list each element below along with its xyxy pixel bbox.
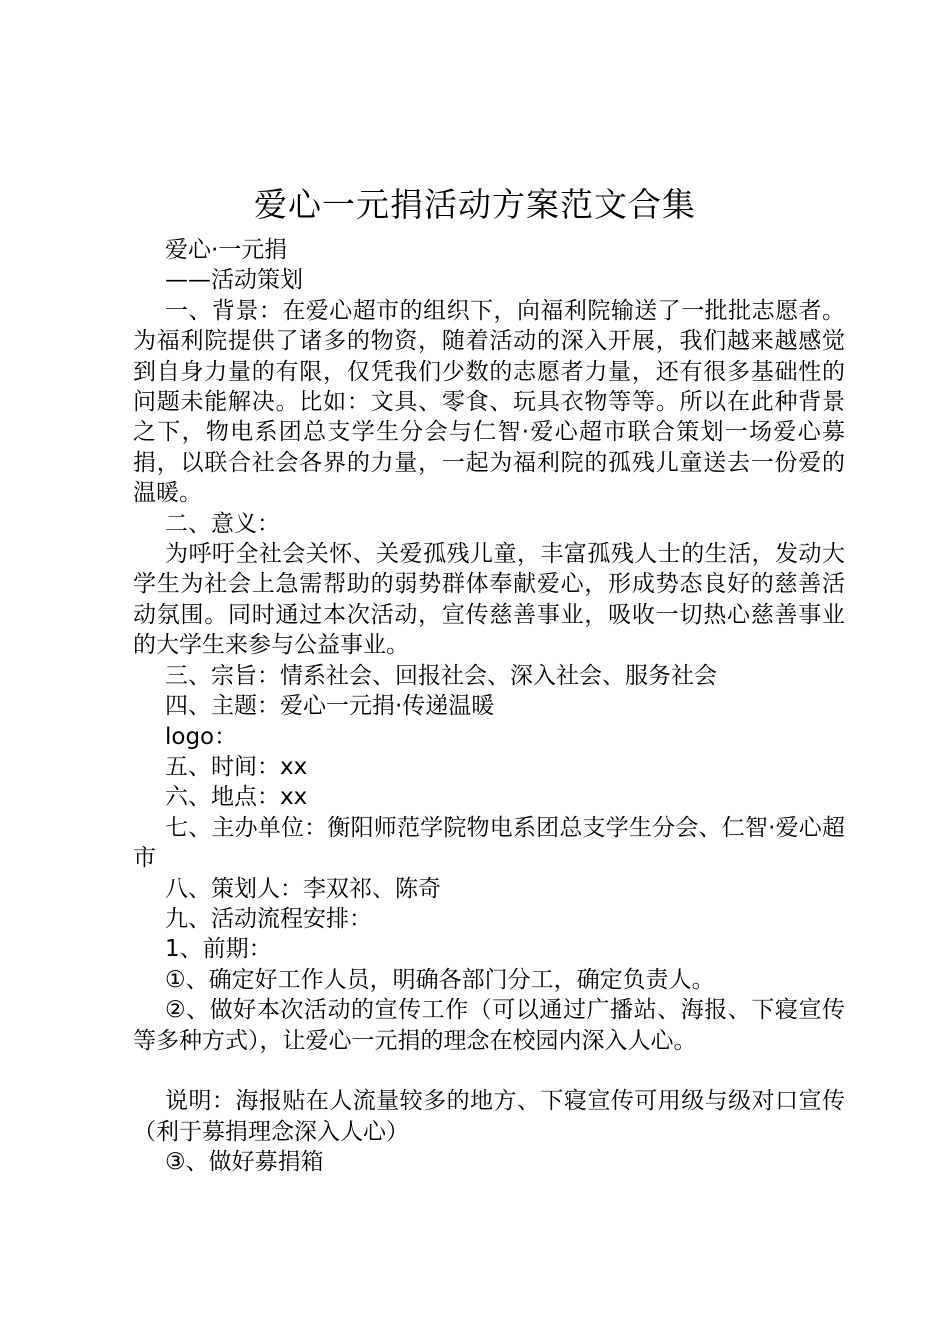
paragraph-step-1: ①、确定好工作人员，明确各部门分工，确定负责人。 bbox=[165, 966, 715, 993]
paragraph-note: 说明：海报贴在人流量较多的地方、下寝宣传可用级与级对口宣传（利于募捐理念深入人心） bbox=[133, 1088, 845, 1145]
paragraph-logo: logo： bbox=[165, 723, 238, 750]
paragraph-step-3: ③、做好募捐箱 bbox=[165, 1149, 324, 1176]
paragraph-significance-heading: 二、意义： bbox=[165, 510, 280, 537]
paragraph-process-heading: 九、活动流程安排： bbox=[165, 905, 372, 932]
paragraph-organizer: 七、主办单位：衡阳师范学院物电系团总支学生分会、仁智·爱心超市 bbox=[133, 814, 845, 872]
paragraph-step-2: ②、做好本次活动的宣传工作（可以通过广播站、海报、下寝宣传等多种方式），让爱心一元捐的理念在校园内深入人心。 bbox=[133, 997, 845, 1054]
paragraph-location: 六、地点：xx bbox=[165, 784, 308, 811]
paragraph-subtitle: 爱心·一元捐 bbox=[165, 237, 288, 263]
paragraph-purpose: 三、宗旨：情系社会、回报社会、深入社会、服务社会 bbox=[165, 662, 717, 689]
paragraph-theme: 四、主题：爱心一元捐·传递温暖 bbox=[165, 693, 495, 720]
document-body bbox=[133, 235, 845, 1178]
paragraph-significance: 为呼吁全社会关怀、关爱孤残儿童，丰富孤残人士的生活，发动大学生为社会上急需帮助的弱势群体奉献爱心，形成势态良好的慈善活动氛围。同时通过本次活动，宣传慈善事业，吸收一切热心慈善事业的大学生来参与公益事业。 bbox=[133, 541, 845, 659]
paragraph-preparation-heading: 1、前期： bbox=[165, 936, 272, 963]
paragraph-planner: 八、策划人：李双祁、陈奇 bbox=[165, 875, 441, 902]
paragraph-time: 五、时间：xx bbox=[165, 753, 308, 780]
document-title: 爱心一元捐活动方案范文合集 bbox=[254, 185, 696, 224]
paragraph-subheading: ——活动策划 bbox=[165, 267, 303, 294]
paragraph-background: 一、背景：在爱心超市的组织下，向福利院输送了一批批志愿者。为福利院提供了诸多的物资，随着活动的深入开展，我们越来越感觉到自身力量的有限，仅凭我们少数的志愿者力量，还有很多基础性的问题未能解决。比如：文具、零食、玩具衣物等等。所以在此种背景之下，物电系团总支学生分会与仁智·爱心超市联合策划一场爱心募捐，以联合社会各界的力量，一起为福利院的孤残儿童送去一份爱的温暖。 bbox=[133, 297, 845, 507]
